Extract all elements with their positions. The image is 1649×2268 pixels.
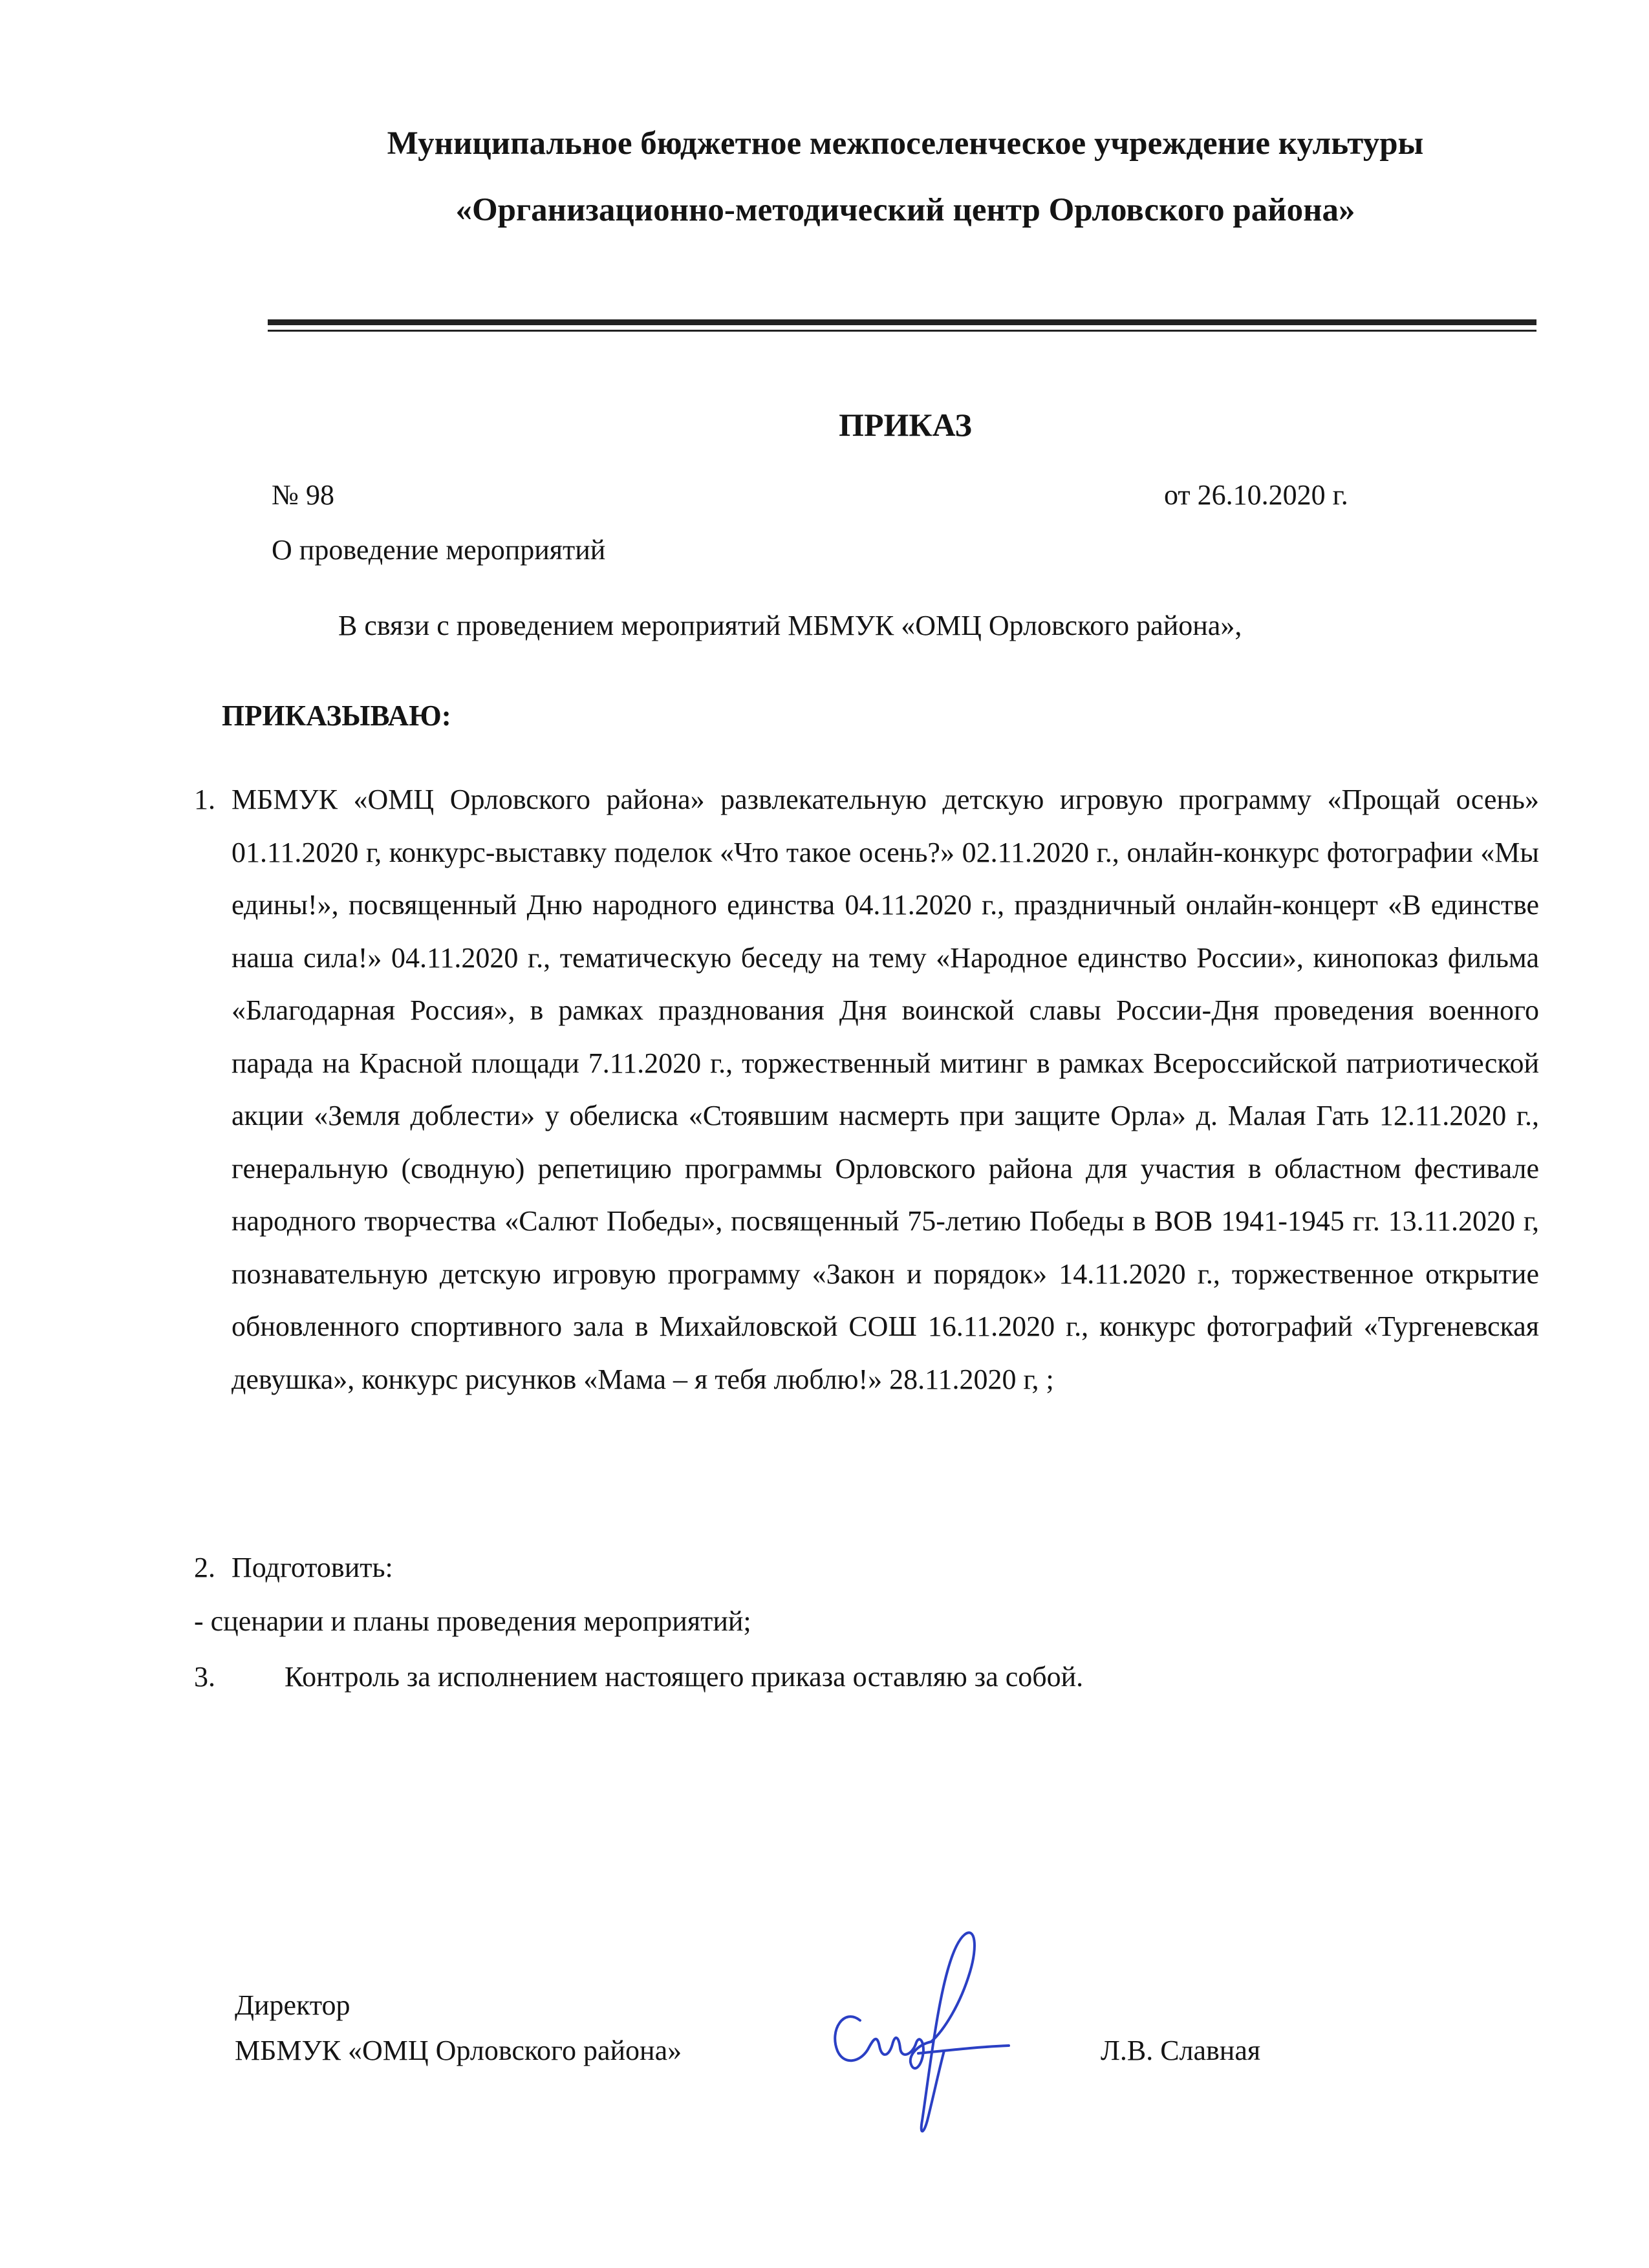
order-item-number: 1. [194, 784, 215, 815]
order-number: № 98 [272, 479, 334, 511]
order-date: от 26.10.2020 г. [1164, 479, 1348, 511]
document-title: ПРИКАЗ [839, 407, 972, 443]
order-directive-word: ПРИКАЗЫВАЮ: [222, 700, 451, 732]
org-header-line2: «Организационно-методический центр Орловского района» [455, 192, 1355, 228]
order-item-number: 3. [194, 1661, 215, 1693]
signatory-organization: МБМУК «ОМЦ Орловского района» [235, 2035, 682, 2066]
order-item-text: Контроль за исполнением настоящего приказа оставляю за собой. [285, 1661, 1084, 1693]
order-preamble: В связи с проведением мероприятий МБМУК «ОМЦ Орловского района», [338, 610, 1242, 641]
order-subitem: - сценарии и планы проведения мероприятий; [194, 1605, 751, 1637]
header-divider-thick [268, 319, 1536, 325]
signature-stroke [835, 2017, 931, 2068]
signatory-name: Л.В. Славная [1101, 2035, 1261, 2066]
order-item-1 [194, 773, 1539, 1406]
signature-stroke [921, 1932, 975, 2131]
signatory-role: Директор [235, 1989, 350, 2021]
order-item-text: МБМУК «ОМЦ Орловского района» развлекательную детскую игровую программу «Прощай осень» 01.11.2020 г, конкурс-выставку поделок «Что такое осень?» 02.11.2020 г., онлайн-конкурс фотографии «Мы едины!», посвященный Дню народного единства 04.11.2020 г., праздничный онлайн-концерт «В единстве наша сила!» 04.11.2020 г., тематическую беседу на тему «Народное единство России», кинопоказ фильма «Благодарная Россия», в рамках празднования Дня воинской славы России-Дня проведения военного парада на Красной площади 7.11.2020 г., торжественный митинг в рамках Всероссийской патриотической акции «Земля доблести» у обелиска «Стоявшим насмерть при защите Орла» д. Малая Гать 12.11.2020 г., генеральную (сводную) репетицию программы Орловского района для участия в областном фестивале народного творчества «Салют Победы», посвященный 75-летию Победы в ВОВ 1941-1945 гг. 13.11.2020 г, познавательную детскую игровую программу «Закон и порядок» 14.11.2020 г., торжественное открытие обновленного спортивного зала в Михайловской СОШ 16.11.2020 г., конкурс фотографий «Тургеневская девушка», конкурс рисунков «Мама – я тебя люблю!» 28.11.2020 г, ; [232, 784, 1539, 1395]
order-item-number: 2. [194, 1552, 215, 1583]
order-item-text: Подготовить: [232, 1552, 393, 1583]
header-divider-thin [268, 330, 1536, 332]
order-subject: О проведение мероприятий [272, 534, 606, 566]
order-item-3 [194, 1660, 1083, 1695]
org-header-line1: Муниципальное бюджетное межпоселенческое учреждение культуры [387, 125, 1424, 162]
handwritten-signature [815, 1901, 1022, 2146]
order-item-2 [194, 1551, 393, 1585]
